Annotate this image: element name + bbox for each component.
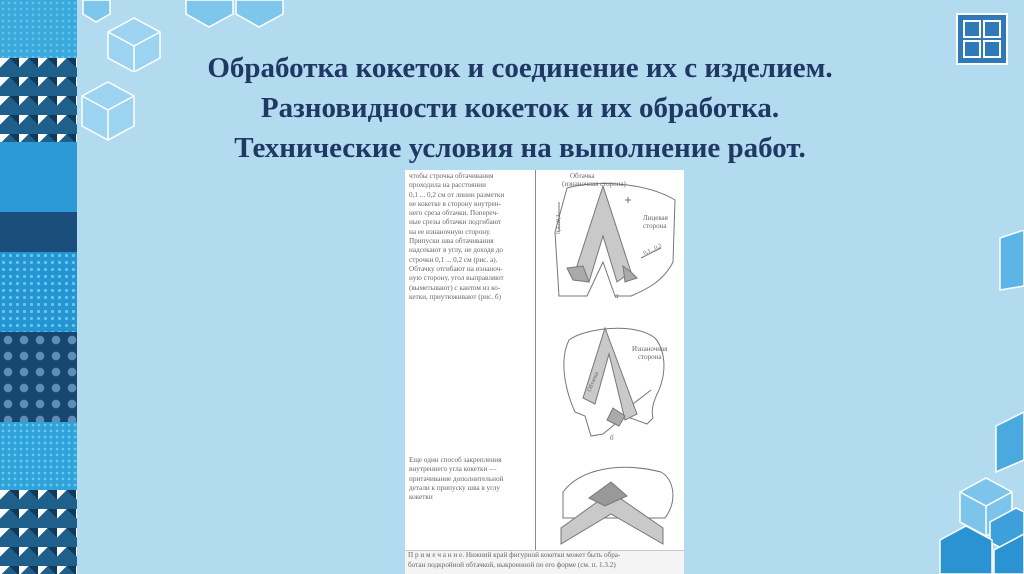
instruction-line: него среза обтачки. Попереч- <box>409 209 499 218</box>
pattern-band-circles <box>0 332 77 422</box>
pattern-band-dots <box>0 0 77 58</box>
instruction-line: притачивание дополнительной <box>409 474 504 483</box>
footnote-line: П р и м е ч а н и е. Нижний край фигурной кокетки может быть обра- <box>408 551 621 559</box>
label-iznanochnaya-b: Изнаночная <box>632 345 668 353</box>
pattern-band-triangles <box>0 58 77 142</box>
dim-left: 0,1...0,2 <box>556 214 562 234</box>
label-litsevaya: Лицевая <box>643 214 668 222</box>
instruction-line: не кокетке в сторону внутрен- <box>409 199 502 208</box>
scanned-textbook-page <box>405 170 684 574</box>
instruction-line: надсекают в углу, не доходя до <box>409 246 503 255</box>
instruction-line: на ее изнаночную сторону. <box>409 227 491 236</box>
title-line-1: Обработка кокеток и соединение их с изделием. <box>207 52 833 84</box>
instruction-line: внутреннего угла кокетки — <box>409 465 497 474</box>
caption-b: б <box>610 434 614 442</box>
label-iznanochnaya-a: (изнаночная сторона) <box>562 180 626 188</box>
instruction-line: кетки, приутюживают (рис. б) <box>409 292 501 301</box>
label-obtachka-b: Обтачка <box>586 371 601 393</box>
pattern-band-triangles <box>0 490 77 574</box>
label-obtachka-a: Обтачка <box>570 172 595 180</box>
pattern-band-dark <box>0 212 77 252</box>
instruction-line: Обтачку отгибают на изнаноч- <box>409 264 503 273</box>
instruction-line: ные срезы обтачки подгибают <box>409 218 502 227</box>
instruction-line: 0,1 ... 0,2 см от линии разметки <box>409 190 505 199</box>
instruction-text-2 <box>409 456 533 502</box>
footnote <box>405 550 684 574</box>
left-decorative-strip <box>0 0 77 574</box>
logo-icon <box>956 13 1008 65</box>
instruction-line: чтобы строчка обтачивания <box>409 172 494 180</box>
instruction-line: детали к припуску шва в углу <box>409 483 500 492</box>
figure-c-drawing <box>553 458 681 550</box>
instruction-line: Припуски шва обтачивания <box>409 237 494 246</box>
instruction-line: (выметывают) с кантом из ко- <box>409 283 501 292</box>
title-line-2: Разновидности кокеток и их обработка. <box>260 92 780 124</box>
column-divider <box>535 170 536 550</box>
title-line-3: Технические условия на выполнение работ. <box>234 132 806 164</box>
pattern-band-dots <box>0 422 77 490</box>
decorative-cubes-right <box>930 230 1024 574</box>
instruction-line: строчки 0,1 ... 0,2 см (рис. а). <box>409 255 498 264</box>
instruction-line: кокетки <box>409 493 433 502</box>
instruction-line: Еще один способ закрепления <box>409 456 502 464</box>
instruction-line: ную сторону, угол выправляют <box>409 274 504 283</box>
instruction-line: проходила на расстоянии <box>409 181 486 190</box>
label-storona-b: сторона <box>638 353 662 361</box>
dim-right: 0,1...0,2 <box>642 243 663 257</box>
pattern-band-solid <box>0 142 77 212</box>
figure-a-drawing <box>545 172 681 302</box>
slide-title <box>120 48 920 168</box>
pattern-band-dots <box>0 252 77 332</box>
caption-a: а <box>615 292 619 300</box>
footnote-line: ботан подкройной обтачкой, выкроенной по его форме (см. п. 1.3.2) <box>408 560 616 569</box>
figure-b-drawing <box>555 320 681 440</box>
instruction-text <box>409 172 533 302</box>
label-storona-a: сторона <box>643 222 667 230</box>
